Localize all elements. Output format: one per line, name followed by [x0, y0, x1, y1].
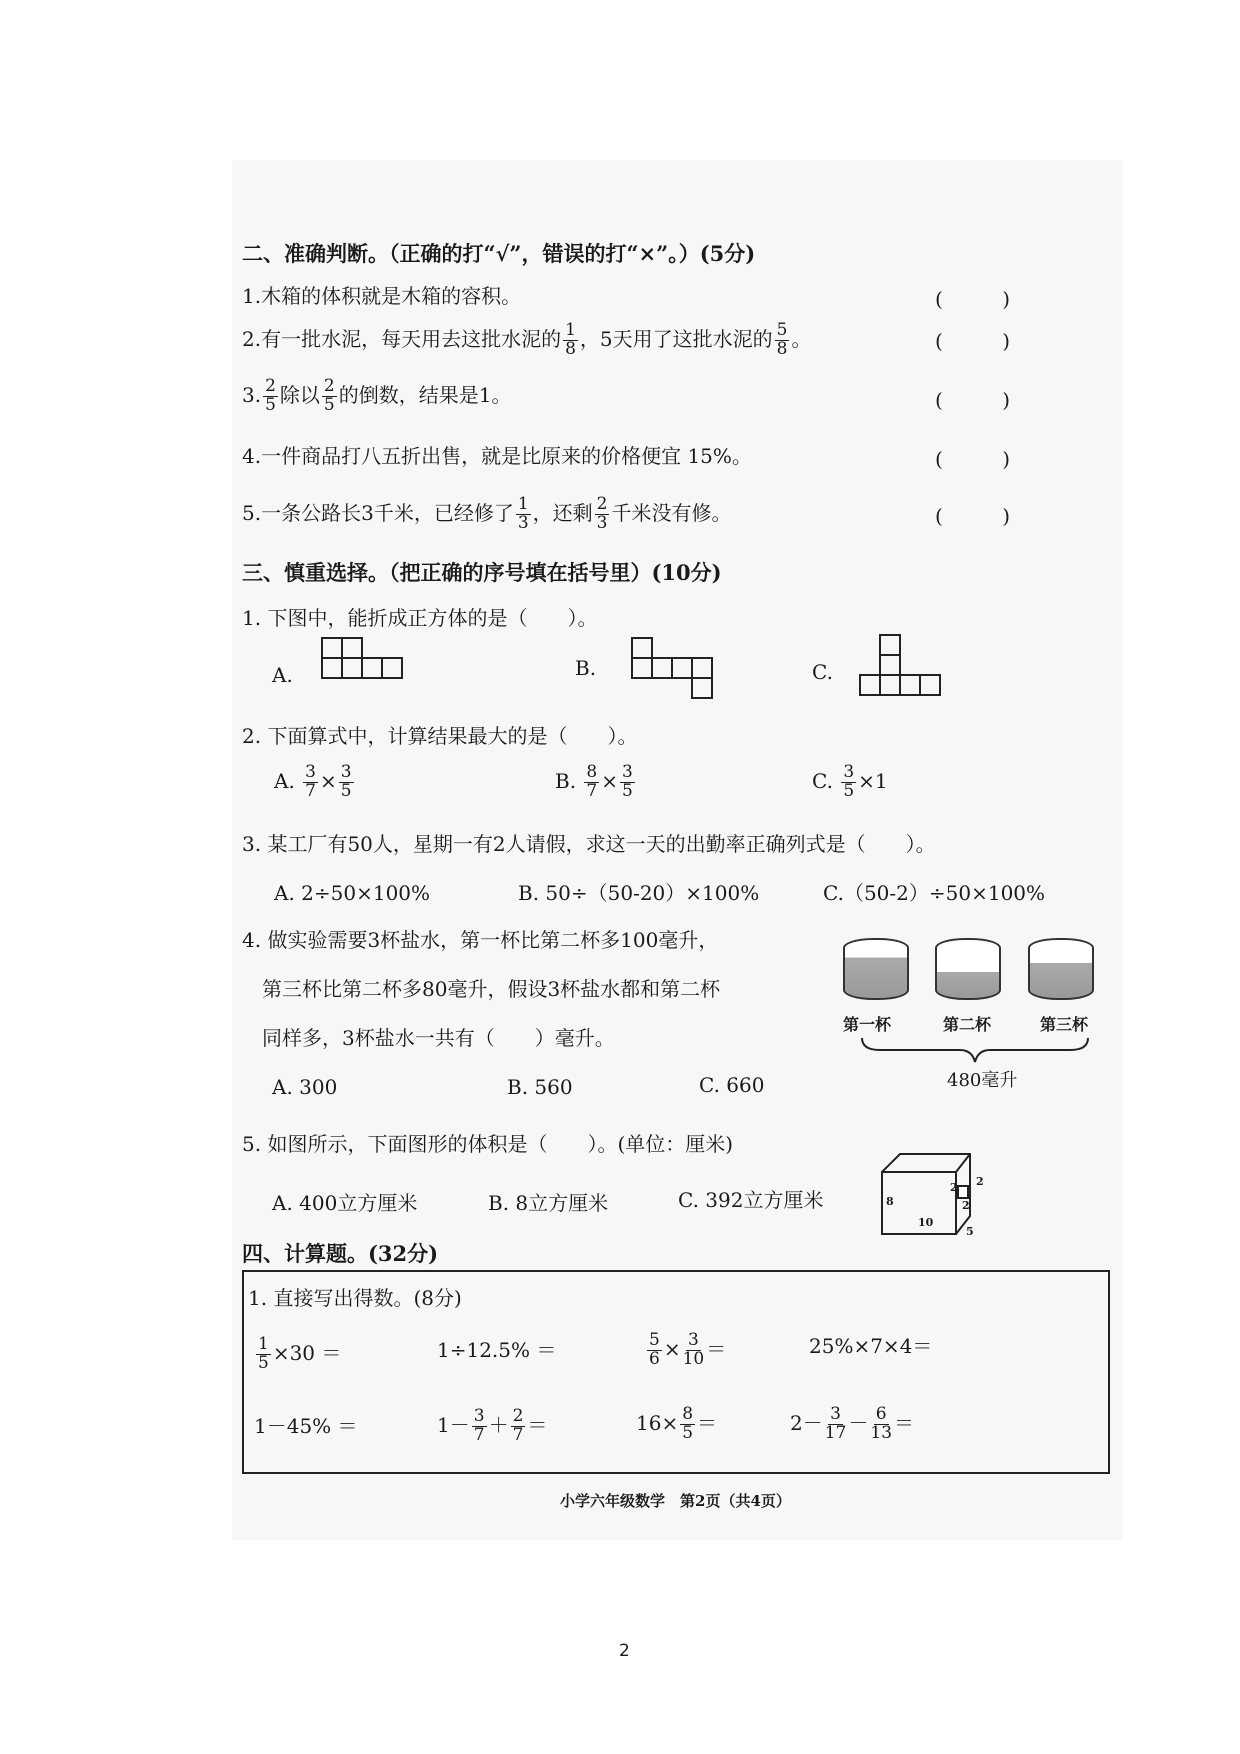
option-label: A. — [274, 768, 295, 793]
operator: × — [663, 1336, 681, 1361]
answer-blank-1[interactable] — [935, 287, 1010, 311]
numerator: 2 — [596, 494, 608, 514]
q3-option-a: A. 2÷50×100% — [274, 881, 431, 905]
q5-option-a: A. 400立方厘米 — [272, 1191, 418, 1215]
numerator: 8 — [586, 762, 598, 782]
choice-q5: 5. 如图所示，下面图形的体积是（ ）。(单位：厘米) — [242, 1132, 734, 1156]
calc-2[interactable]: 1÷12.5% ＝ — [437, 1338, 557, 1362]
denominator: 7 — [305, 780, 316, 801]
numerator: 1 — [517, 494, 529, 514]
paren-close: ) — [1002, 388, 1010, 412]
section4-heading: 四、计算题。(32分) — [242, 1241, 439, 1266]
denominator: 7 — [586, 780, 598, 801]
paren-open: ( — [935, 504, 943, 528]
item-text: 除以 — [279, 382, 320, 407]
cup-label-1: 第一杯 — [843, 1015, 892, 1034]
calc-8[interactable] — [790, 1406, 914, 1443]
q4-option-b: B. 560 — [507, 1075, 573, 1099]
operator: － — [848, 1410, 869, 1435]
beaker-1-icon — [843, 938, 909, 1000]
operator: × — [601, 768, 619, 793]
paren-open: ( — [935, 447, 943, 471]
paren-open: ( — [935, 388, 943, 412]
fraction — [620, 764, 635, 801]
fraction — [563, 322, 578, 359]
fraction — [263, 378, 278, 415]
item-number: 1. — [242, 284, 262, 308]
numerator: 8 — [682, 1404, 694, 1424]
q4-option-c: C. 660 — [699, 1073, 765, 1097]
option-b-label: B. — [575, 656, 597, 680]
q2-option-b — [555, 764, 637, 801]
answer-blank-5[interactable] — [935, 504, 1010, 528]
numerator: 3 — [830, 1404, 841, 1424]
paren-close: ) — [1002, 287, 1010, 311]
item-text: 一条公路长3千米，已经修了 — [261, 500, 514, 525]
expression: ＝ — [706, 1336, 727, 1361]
item-text: ，5天用了这批水泥的 — [579, 326, 773, 351]
calc-4[interactable]: 25%×7×4＝ — [809, 1334, 933, 1358]
numerator: 3 — [688, 1330, 699, 1350]
numerator: 2 — [265, 376, 276, 396]
beaker-3-icon — [1028, 938, 1094, 1000]
calc-3[interactable] — [645, 1332, 726, 1369]
fraction — [680, 1406, 695, 1443]
denominator: 5 — [323, 394, 335, 415]
fraction — [339, 764, 354, 801]
choice-q2: 2. 下面算式中，计算结果最大的是（ ）。 — [242, 724, 638, 748]
item-number: 3. — [242, 382, 262, 407]
expression: ＝ — [894, 1410, 915, 1435]
paren-open: ( — [935, 329, 943, 353]
fraction — [683, 1332, 705, 1369]
option-a-label: A. — [272, 663, 293, 687]
fraction — [322, 378, 337, 415]
numerator: 2 — [512, 1406, 524, 1426]
numerator: 5 — [776, 320, 788, 340]
paren-close: ) — [1002, 504, 1010, 528]
numerator: 3 — [305, 762, 316, 782]
expression: ×1 — [858, 768, 888, 793]
paren-close: ) — [1002, 329, 1010, 353]
fraction — [775, 322, 790, 359]
expression: 1－ — [437, 1412, 470, 1437]
q5-option-b: B. 8立方厘米 — [488, 1191, 609, 1215]
cup-label-3: 第三杯 — [1040, 1015, 1089, 1034]
expression: ＝ — [697, 1410, 718, 1435]
calc-6[interactable] — [437, 1408, 547, 1445]
beaker-2-icon — [935, 938, 1001, 1000]
paren-close: ) — [1002, 447, 1010, 471]
denominator: 7 — [473, 1424, 485, 1445]
brace-icon — [860, 1036, 1090, 1066]
item-text: 一件商品打八五折出售，就是比原来的价格便宜 15%。 — [261, 444, 752, 468]
numerator: 1 — [565, 320, 576, 340]
answer-blank-2[interactable] — [935, 329, 1010, 353]
denominator: 5 — [265, 394, 276, 415]
judge-item-3 — [242, 378, 511, 415]
denominator: 17 — [824, 1422, 847, 1443]
numerator: 6 — [875, 1404, 887, 1424]
item-text: 千米没有修。 — [611, 500, 732, 525]
item-number: 5. — [242, 500, 262, 525]
denominator: 5 — [340, 780, 352, 801]
fraction — [647, 1332, 662, 1369]
denominator: 8 — [565, 338, 576, 359]
judge-item-4 — [242, 446, 752, 466]
operator: × — [320, 768, 337, 793]
denominator: 10 — [682, 1348, 705, 1369]
calc-5[interactable]: 1－45% ＝ — [254, 1414, 358, 1438]
item-number: 4. — [242, 444, 262, 468]
option-label: C. — [812, 768, 833, 793]
item-number: 2. — [242, 326, 262, 351]
denominator: 5 — [258, 1352, 269, 1373]
expression: 2－ — [790, 1410, 823, 1435]
cuboid-diagram — [878, 1150, 993, 1242]
calc-1[interactable] — [254, 1336, 341, 1373]
choice-q4-line3: 同样多，3杯盐水一共有（ ）毫升。 — [262, 1026, 615, 1050]
fraction — [584, 764, 599, 801]
q5-option-c: C. 392立方厘米 — [678, 1188, 824, 1212]
expression: ×30 ＝ — [272, 1340, 342, 1365]
numerator: 3 — [340, 762, 352, 782]
denominator: 5 — [622, 780, 633, 801]
numerator: 3 — [622, 762, 633, 782]
denominator: 13 — [870, 1422, 893, 1443]
numerator: 1 — [258, 1334, 269, 1354]
answer-blank-4[interactable] — [935, 447, 1010, 471]
option-c-label: C. — [812, 660, 833, 684]
total-volume-label: 480毫升 — [947, 1070, 1018, 1091]
fraction — [472, 1408, 487, 1445]
q4-option-a: A. 300 — [272, 1075, 338, 1099]
fraction — [256, 1336, 271, 1373]
dim-small-3: 2 — [962, 1199, 970, 1212]
q2-option-a — [274, 764, 356, 801]
item-text: ，还剩 — [532, 500, 593, 525]
expression: 16× — [636, 1410, 679, 1435]
item-text: 。 — [791, 326, 812, 351]
operator: ＋ — [488, 1412, 509, 1437]
denominator: 3 — [596, 512, 608, 533]
page-footer: 小学六年级数学 第2页（共4页） — [560, 1492, 791, 1510]
section3-heading: 三、慎重选择。（把正确的序号填在括号里）(10分) — [242, 560, 722, 585]
paren-open: ( — [935, 287, 943, 311]
numerator: 5 — [649, 1330, 660, 1350]
fraction — [841, 764, 856, 801]
item-text: 有一批水泥，每天用去这批水泥的 — [261, 326, 562, 351]
fraction — [825, 1406, 847, 1443]
dim-small-1: 2 — [950, 1181, 958, 1194]
answer-blank-3[interactable] — [935, 388, 1010, 412]
fraction — [303, 764, 318, 801]
denominator: 7 — [512, 1424, 524, 1445]
choice-q4-line2: 第三杯比第二杯多80毫升，假设3杯盐水都和第二杯 — [262, 977, 721, 1001]
calc-7[interactable] — [636, 1406, 717, 1443]
numerator: 3 — [843, 762, 855, 782]
item-text: 的倒数，结果是1。 — [338, 382, 512, 407]
item-text: 木箱的体积就是木箱的容积。 — [261, 284, 522, 308]
choice-q4-line1: 4. 做实验需要3杯盐水，第一杯比第二杯多100毫升， — [242, 928, 719, 952]
page-number: 2 — [619, 1641, 630, 1661]
fraction — [511, 1408, 526, 1445]
dim-height: 8 — [886, 1195, 894, 1208]
denominator: 3 — [517, 512, 529, 533]
section2-heading: 二、准确判断。（正确的打“√”，错误的打“×”。）(5分) — [242, 241, 756, 266]
q3-option-b: B. 50÷（50-20）×100% — [518, 881, 760, 905]
q2-option-c — [812, 764, 888, 801]
fraction — [516, 496, 531, 533]
dim-width: 5 — [966, 1225, 974, 1238]
q3-option-c: C.（50-2）÷50×100% — [823, 881, 1046, 905]
denominator: 5 — [843, 780, 855, 801]
numerator: 2 — [323, 376, 335, 396]
judge-item-2 — [242, 322, 811, 359]
fraction — [870, 1406, 892, 1443]
denominator: 6 — [649, 1348, 660, 1369]
fraction — [595, 496, 610, 533]
choice-q1: 1. 下图中，能折成正方体的是（ ）。 — [242, 606, 598, 630]
denominator: 5 — [682, 1422, 694, 1443]
numerator: 3 — [473, 1406, 485, 1426]
expression: ＝ — [527, 1412, 548, 1437]
cup-label-2: 第二杯 — [943, 1015, 992, 1034]
choice-q3: 3. 某工厂有50人，星期一有2人请假，求这一天的出勤率正确列式是（ ）。 — [242, 832, 936, 856]
judge-item-1 — [242, 286, 521, 306]
dim-small-2: 2 — [976, 1175, 984, 1188]
calc-sub1-heading: 1. 直接写出得数。(8分) — [248, 1286, 462, 1310]
judge-item-5 — [242, 496, 731, 533]
denominator: 8 — [776, 338, 788, 359]
dim-length: 10 — [918, 1216, 934, 1229]
option-label: B. — [555, 768, 577, 793]
